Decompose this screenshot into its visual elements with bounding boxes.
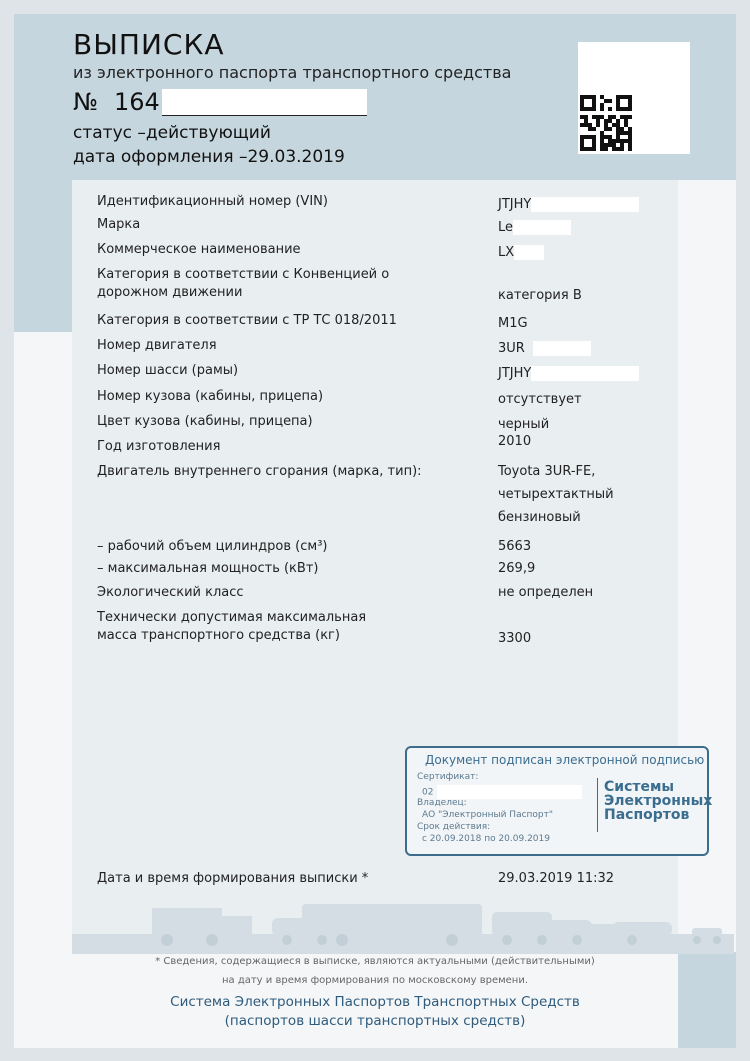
document-status: статус –действующий	[73, 123, 271, 143]
number-sign: №	[73, 88, 98, 116]
field-value: отсутствует	[498, 392, 582, 407]
field-value: JTJHY	[498, 193, 678, 216]
number-redaction	[162, 89, 367, 116]
field-label: Номер двигателя	[97, 338, 217, 353]
field-label: Технически допустимая максимальная масса транспортного средства (кг)	[97, 610, 367, 643]
field-value: 2010	[498, 434, 532, 449]
owner-label: Владелец:	[417, 798, 467, 808]
generation-label: Дата и время формирования выписки *	[97, 871, 369, 886]
field-value: категория В	[498, 288, 582, 303]
field-label: Категория в соответствии с Конвенцией о дорожном движении	[97, 267, 390, 300]
field-value: JTJHY	[498, 362, 678, 385]
field-value: 3300	[498, 631, 532, 646]
field-label: – максимальная мощность (кВт)	[97, 561, 319, 576]
document-title: ВЫПИСКА	[73, 28, 225, 61]
field-value-line: Toyota 3UR-FE,	[498, 464, 596, 479]
field-label: Цвет кузова (кабины, прицепа)	[97, 414, 313, 429]
field-value: LX	[498, 241, 678, 264]
certificate-label: Сертификат:	[417, 772, 479, 782]
field-label: Экологический класс	[97, 585, 244, 600]
footnote-line-1: * Сведения, содержащиеся в выписке, являются актуальными (действительными)	[155, 956, 595, 967]
owner-value: АО "Электронный Паспорт"	[422, 810, 554, 820]
footer-title-line-2: (паспортов шасси транспортных средств)	[224, 1013, 526, 1029]
issue-date: дата оформления –29.03.2019	[73, 147, 345, 167]
field-value: черный	[498, 417, 550, 432]
field-label: Марка	[97, 217, 141, 232]
field-value: 5663	[498, 539, 532, 554]
footer-title-line-1: Система Электронных Паспортов Транспортных Средств	[170, 994, 580, 1010]
signature-divider	[597, 778, 598, 832]
field-value: M1G	[498, 316, 528, 331]
field-label: – рабочий объем цилиндров (см³)	[97, 539, 328, 554]
brand-logo: Системы Электронных Паспортов	[604, 779, 713, 823]
field-label: Номер шасси (рамы)	[97, 363, 239, 378]
field-value: Le	[498, 216, 678, 239]
field-label: Категория в соответствии с ТР ТС 018/2011	[97, 313, 397, 328]
field-label: Идентификационный номер (VIN)	[97, 194, 328, 209]
validity-value: с 20.09.2018 по 20.09.2019	[422, 834, 550, 844]
field-value: не определен	[498, 585, 594, 600]
vehicles-illustration	[72, 898, 734, 954]
document-subtitle: из электронного паспорта транспортного средства	[73, 63, 512, 82]
signature-title: Документ подписан электронной подписью	[425, 753, 705, 767]
validity-label: Срок действия:	[417, 822, 491, 832]
certificate-value: 02	[422, 785, 582, 799]
document-number	[73, 88, 367, 116]
field-label: Год изготовления	[97, 439, 221, 454]
qr-code-icon	[580, 95, 632, 151]
field-value: 3UR	[498, 337, 678, 360]
left-decor-band	[14, 14, 72, 332]
footnote-line-2: на дату и время формирования по московскому времени.	[221, 975, 529, 986]
field-label: Двигатель внутреннего сгорания (марка, тип):	[97, 464, 422, 479]
field-label: Коммерческое наименование	[97, 242, 301, 257]
field-label: Номер кузова (кабины, прицепа)	[97, 389, 324, 404]
number-prefix: 164	[113, 88, 160, 116]
field-value: 269,9	[498, 561, 536, 576]
field-value-line: бензиновый	[498, 510, 581, 525]
generation-value: 29.03.2019 11:32	[498, 871, 615, 886]
signature-box	[405, 746, 713, 856]
field-value-line: четырехтактный	[498, 487, 614, 502]
